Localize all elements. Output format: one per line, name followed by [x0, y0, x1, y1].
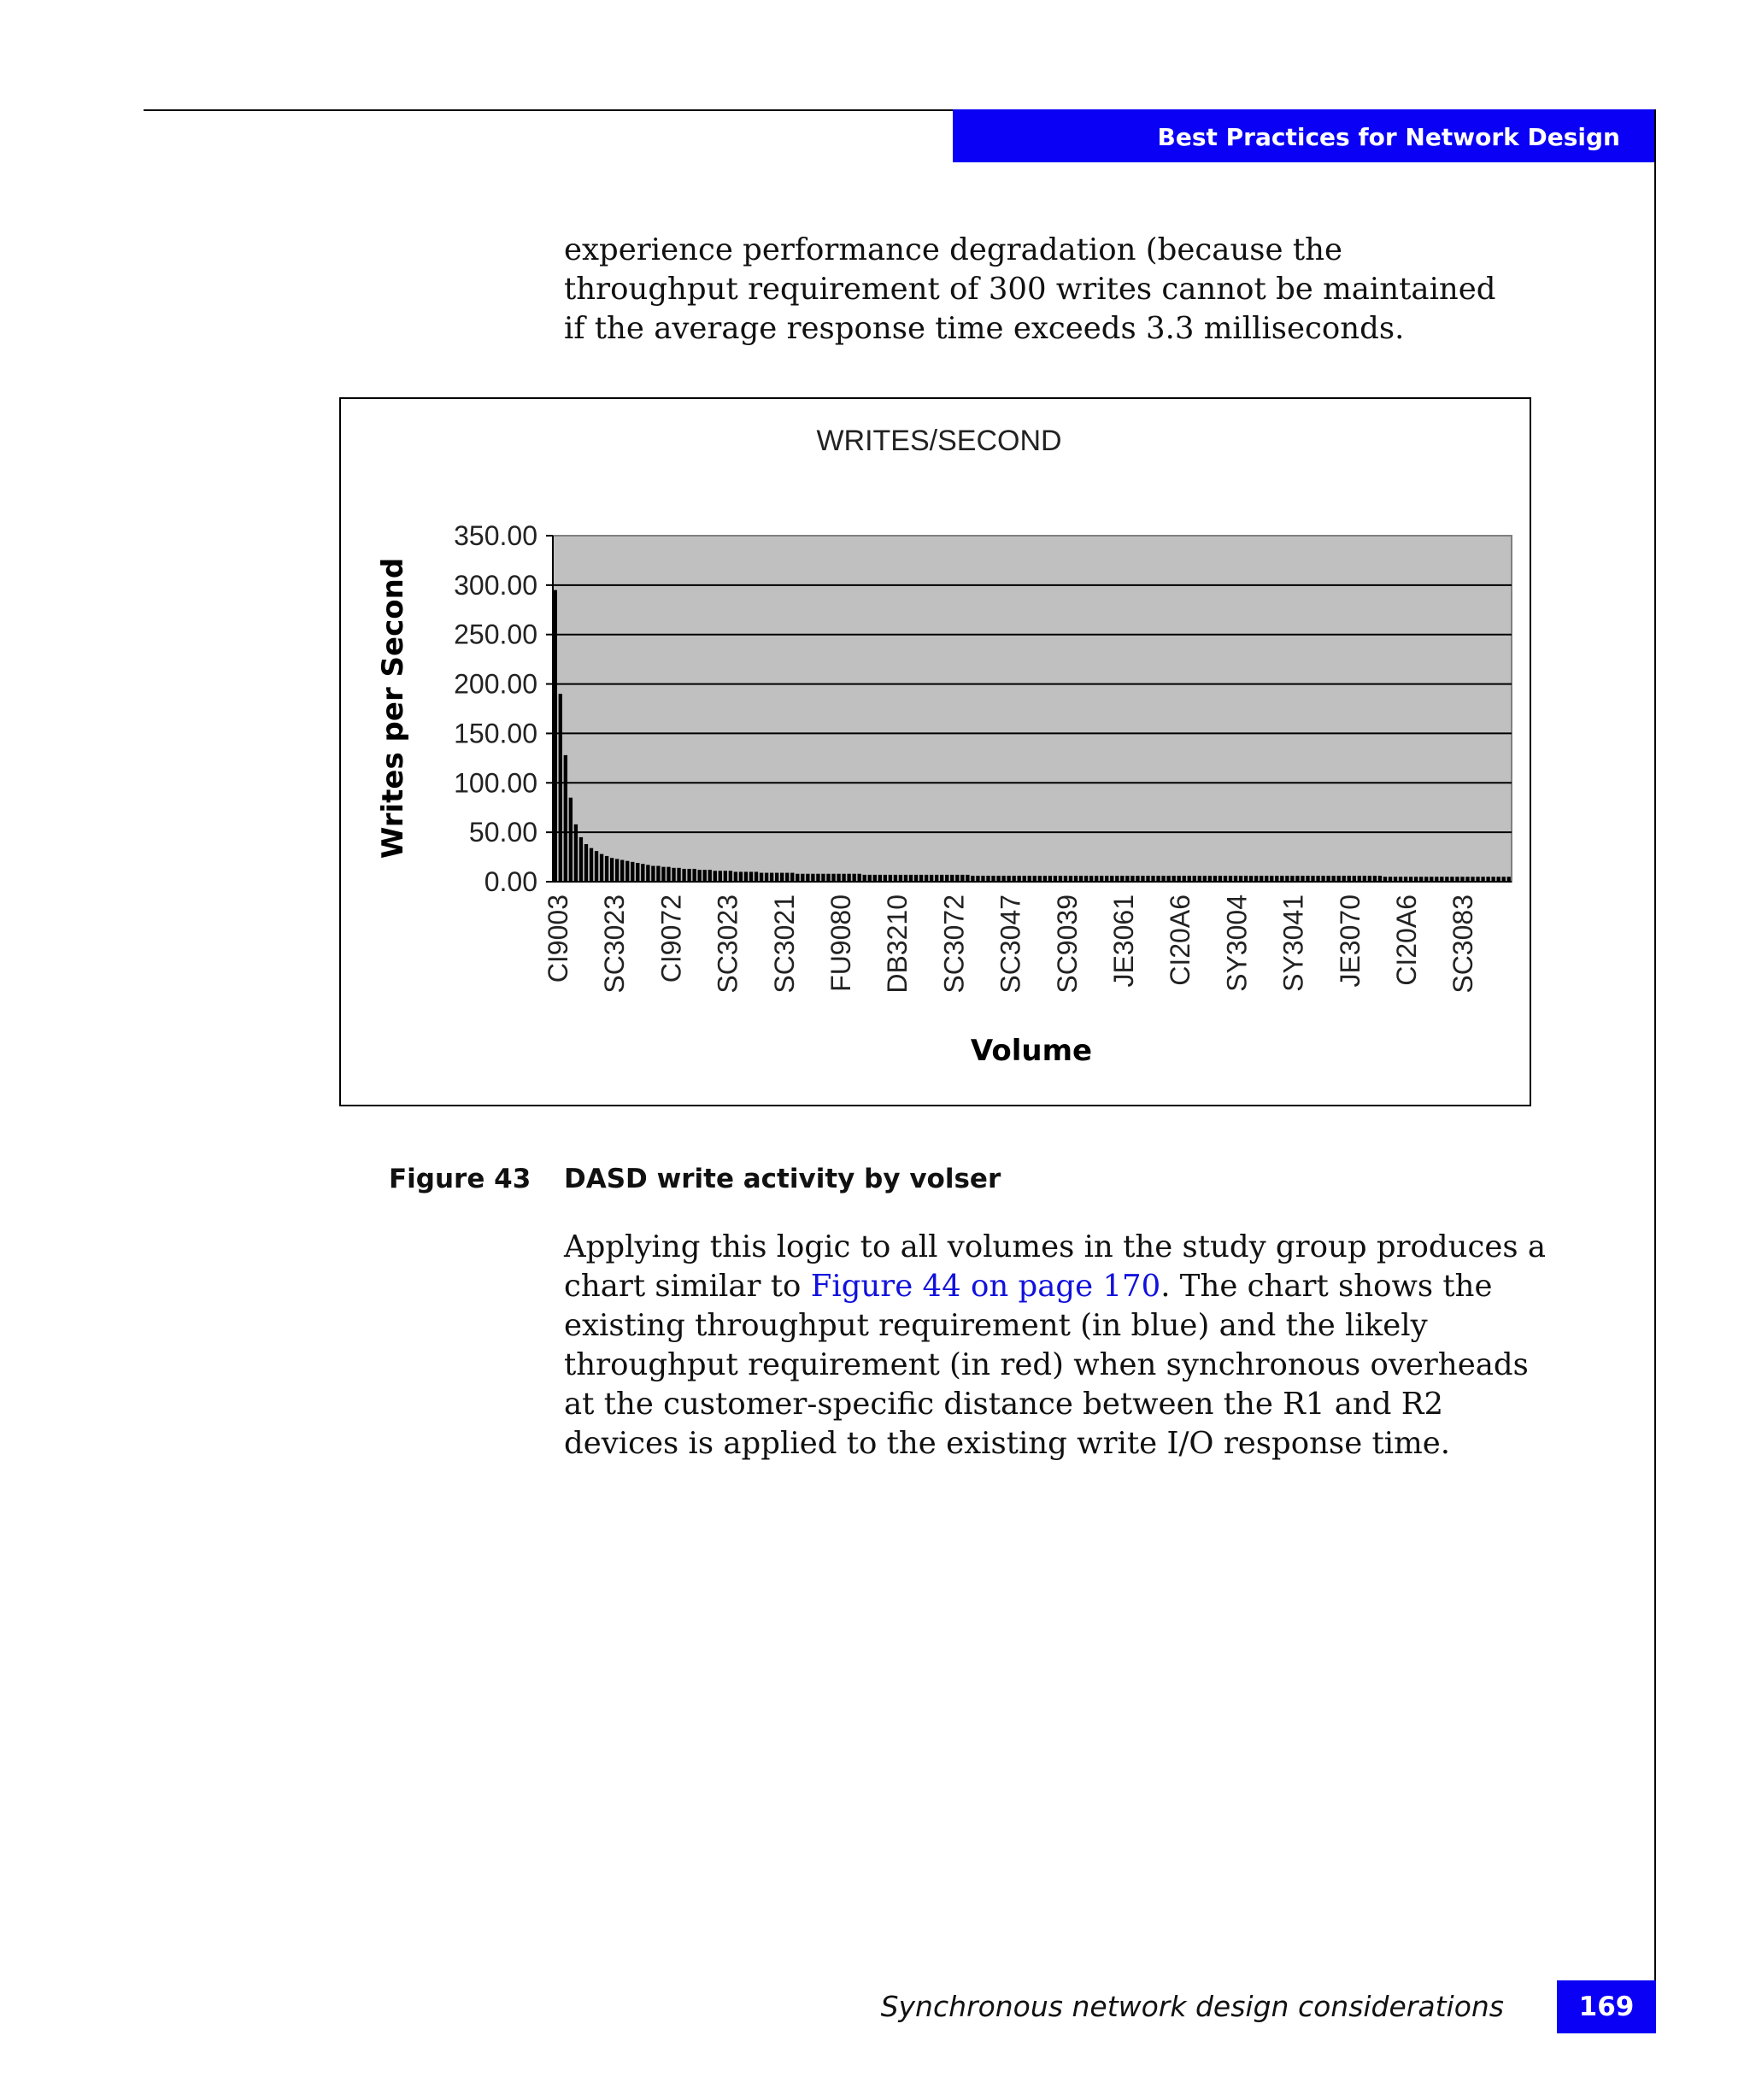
- bar: [1476, 877, 1479, 882]
- bar: [574, 824, 578, 882]
- bar: [554, 590, 557, 882]
- bar: [1419, 877, 1423, 882]
- bar: [692, 869, 696, 882]
- x-tick-label: SC3023: [712, 895, 743, 994]
- bar: [863, 875, 866, 882]
- bar: [935, 875, 938, 882]
- para2-text-after: . The chart shows the existing throughput requirement (in blue) and the likely throughput requirement (in red) when synchronous overheads at the customer-specific distance between the R1 and R2 devices is applied to the existing write I/O response time.: [564, 1269, 1529, 1461]
- bar: [996, 876, 1000, 882]
- bar: [1130, 876, 1134, 882]
- bar: [1183, 876, 1186, 882]
- bar: [755, 871, 758, 882]
- bar: [1177, 876, 1181, 882]
- y-tick-label: 0.00: [484, 866, 537, 897]
- bar: [1028, 876, 1031, 882]
- bar: [1316, 876, 1319, 882]
- bar: [1074, 876, 1078, 882]
- bar: [919, 875, 923, 882]
- x-tick-label: SC9039: [1051, 895, 1083, 994]
- bar: [729, 871, 732, 882]
- bar: [837, 874, 840, 882]
- bar: [899, 875, 902, 882]
- bar: [1455, 877, 1459, 882]
- bar: [858, 874, 861, 882]
- bar: [1229, 876, 1232, 882]
- bar: [1156, 876, 1160, 882]
- bar: [672, 868, 675, 882]
- bar: [765, 873, 768, 882]
- bar: [894, 875, 897, 882]
- bar: [579, 837, 583, 882]
- bar: [1023, 876, 1026, 882]
- bar: [966, 875, 969, 882]
- bar: [1254, 876, 1258, 882]
- bar: [1348, 876, 1351, 882]
- bar: [1502, 877, 1506, 882]
- bar: [615, 859, 619, 882]
- bar: [1301, 876, 1304, 882]
- bar: [1043, 876, 1047, 882]
- bar: [981, 876, 984, 882]
- x-tick-label: DB3210: [882, 895, 913, 994]
- section-header: Best Practices for Network Design: [953, 109, 1656, 162]
- x-tick-label: SY3041: [1277, 895, 1309, 992]
- bar: [1497, 877, 1500, 882]
- bar: [816, 874, 819, 882]
- y-tick-label: 50.00: [468, 817, 537, 848]
- bar: [708, 870, 712, 882]
- bar: [1249, 876, 1253, 882]
- bar: [790, 873, 794, 882]
- x-tick-label: CI20A6: [1391, 895, 1422, 986]
- bar: [1270, 876, 1273, 882]
- bar: [1095, 876, 1098, 882]
- bar: [1105, 876, 1108, 882]
- y-tick-label: 250.00: [454, 619, 537, 650]
- bar: [909, 875, 913, 882]
- bar: [610, 858, 614, 882]
- bar: [811, 874, 814, 882]
- bar: [1265, 876, 1268, 882]
- x-tick-label: FU9080: [825, 895, 856, 992]
- bar: [1001, 876, 1005, 882]
- bar: [1084, 876, 1088, 882]
- bar: [1110, 876, 1113, 882]
- bar: [1033, 876, 1036, 882]
- bar: [1146, 876, 1149, 882]
- bar: [1208, 876, 1212, 882]
- para2-text-before: Applying this logic to all volumes in the study group produces a chart similar to: [564, 1229, 1547, 1304]
- bar: [760, 873, 763, 882]
- bar: [1337, 876, 1341, 882]
- bar: [1445, 877, 1448, 882]
- bar: [1244, 876, 1248, 882]
- bar: [878, 875, 882, 882]
- bar: [625, 861, 629, 882]
- bar: [1368, 876, 1371, 882]
- bar: [801, 874, 804, 882]
- bar: [925, 875, 928, 882]
- bar: [986, 876, 990, 882]
- bar: [1048, 876, 1052, 882]
- bar: [770, 873, 773, 882]
- bar: [780, 873, 784, 882]
- bar: [847, 874, 850, 882]
- bar: [1471, 877, 1474, 882]
- bar: [775, 873, 778, 882]
- y-tick-label: 150.00: [454, 718, 537, 749]
- bar: [971, 876, 974, 882]
- bar: [976, 876, 979, 882]
- bar: [744, 871, 748, 882]
- bar: [1342, 876, 1346, 882]
- bar: [785, 873, 789, 882]
- bar: [703, 870, 707, 882]
- bar: [719, 871, 722, 882]
- bar: [651, 865, 655, 882]
- bar: [1435, 877, 1438, 882]
- bar: [584, 844, 588, 882]
- bar: [698, 870, 702, 882]
- bar: [1203, 876, 1207, 882]
- bar: [904, 875, 907, 882]
- bar: [1378, 876, 1382, 882]
- bar: [667, 867, 670, 882]
- bar: [1054, 876, 1057, 882]
- bar: [1290, 876, 1294, 882]
- x-tick-label: CI9003: [543, 895, 573, 983]
- y-tick-label: 100.00: [454, 767, 537, 799]
- bar: [620, 860, 624, 882]
- bar: [960, 875, 964, 882]
- bar: [564, 755, 567, 882]
- bar: [1280, 876, 1283, 882]
- bar: [940, 875, 943, 882]
- bar: [930, 875, 933, 882]
- x-tick-label: JE3070: [1334, 895, 1365, 988]
- x-tick-label: JE3061: [1108, 895, 1139, 988]
- bar: [1188, 876, 1191, 882]
- bar: [605, 856, 608, 882]
- bar: [1481, 877, 1484, 882]
- bar: [1358, 876, 1361, 882]
- bar: [1089, 876, 1093, 882]
- bar: [1064, 876, 1067, 882]
- bar: [559, 694, 562, 882]
- bar: [677, 868, 680, 882]
- bar: [889, 875, 892, 882]
- bar: [945, 875, 948, 882]
- bar: [1120, 876, 1124, 882]
- bar: [636, 863, 639, 882]
- bar: [590, 848, 593, 882]
- bar: [1306, 876, 1309, 882]
- bar: [1507, 877, 1511, 882]
- bar: [1275, 876, 1278, 882]
- bar: [1239, 876, 1242, 882]
- bar: [914, 875, 918, 882]
- bar: [1424, 877, 1428, 882]
- bar: [1430, 877, 1433, 882]
- bar: [1193, 876, 1196, 882]
- x-tick-label: SC3083: [1448, 895, 1479, 994]
- bar: [1012, 876, 1015, 882]
- bar: [1491, 877, 1495, 882]
- chart-title: WRITES/SECOND: [816, 425, 1062, 457]
- bar: [1394, 877, 1397, 882]
- bar: [806, 874, 809, 882]
- bar: [821, 874, 825, 882]
- figure-title: DASD write activity by volser: [564, 1164, 1001, 1194]
- bar: [842, 874, 845, 882]
- bar: [1383, 877, 1387, 882]
- bar: [1404, 877, 1407, 882]
- x-tick-label: SC3023: [599, 895, 631, 994]
- bar: [646, 865, 649, 882]
- bar: [661, 867, 665, 882]
- bar: [1172, 876, 1175, 882]
- y-tick-label: 200.00: [454, 668, 537, 700]
- page-number: 169: [1557, 1980, 1656, 2033]
- bar: [1295, 876, 1299, 882]
- bar: [714, 871, 717, 882]
- bar: [1414, 877, 1418, 882]
- bar: [724, 871, 727, 882]
- plot-area: [553, 536, 1512, 882]
- bar: [1440, 877, 1443, 882]
- bar: [826, 874, 830, 882]
- x-tick-label: SC3072: [938, 895, 970, 994]
- bar: [1059, 876, 1062, 882]
- bar: [656, 865, 660, 882]
- bar: [1399, 877, 1402, 882]
- bar: [796, 874, 799, 882]
- bar: [1166, 876, 1170, 882]
- bar: [1326, 876, 1330, 882]
- x-tick-label: SC3047: [995, 895, 1026, 994]
- body-paragraph-2: [564, 1228, 1564, 1464]
- bar: [1125, 876, 1129, 882]
- bar: [884, 875, 887, 882]
- y-axis-label: Writes per Second: [376, 557, 410, 859]
- bar: [955, 875, 959, 882]
- bar: [739, 871, 743, 882]
- bar: [1115, 876, 1119, 882]
- bar: [1409, 877, 1412, 882]
- bar: [1100, 876, 1103, 882]
- bar: [1311, 876, 1314, 882]
- bar: [1038, 876, 1042, 882]
- bar: [1486, 877, 1489, 882]
- bar: [1465, 877, 1469, 882]
- bar: [1224, 876, 1227, 882]
- bar: [1141, 876, 1144, 882]
- x-tick-label: CI9072: [655, 895, 687, 983]
- bar: [1136, 876, 1139, 882]
- writes-per-second-chart: [341, 399, 1530, 1105]
- bar: [749, 871, 753, 882]
- bar: [569, 798, 573, 882]
- x-axis-label: Volume: [970, 1034, 1093, 1068]
- bar: [1331, 876, 1335, 882]
- bar: [950, 875, 954, 882]
- chart-frame: [339, 397, 1531, 1106]
- x-tick-label: SY3004: [1221, 895, 1253, 992]
- y-tick-label: 300.00: [454, 569, 537, 601]
- bar: [1285, 876, 1289, 882]
- bar: [1079, 876, 1083, 882]
- y-tick-label: 350.00: [454, 520, 537, 551]
- bar: [1450, 877, 1453, 882]
- bar: [1321, 876, 1324, 882]
- bar: [1213, 876, 1217, 882]
- bar: [734, 871, 737, 882]
- bar: [1460, 877, 1464, 882]
- bar: [1373, 876, 1377, 882]
- bar: [1234, 876, 1237, 882]
- figure-label: Figure 43: [389, 1164, 531, 1194]
- bar: [1018, 876, 1021, 882]
- body-paragraph-1: experience performance degradation (because the throughput requirement of 300 writes cannot be maintained if the average response time exceeds 3.3 milliseconds.: [564, 232, 1496, 346]
- bar: [595, 851, 598, 882]
- bar: [1260, 876, 1263, 882]
- bar: [600, 854, 603, 882]
- bar: [852, 874, 855, 882]
- x-tick-label: SC3021: [768, 895, 800, 994]
- bar: [682, 869, 685, 882]
- bar: [1363, 876, 1366, 882]
- footer-chapter-title: Synchronous network design considerations: [880, 1990, 1504, 2023]
- bar: [1007, 876, 1010, 882]
- bar: [641, 864, 644, 882]
- bar: [1198, 876, 1201, 882]
- bar: [1389, 877, 1392, 882]
- figure-44-link[interactable]: Figure 44 on page 170: [810, 1269, 1161, 1304]
- bar: [1353, 876, 1356, 882]
- page-side-rule: [1654, 109, 1656, 2033]
- bar: [1219, 876, 1222, 882]
- bar: [1161, 876, 1165, 882]
- x-tick-label: CI20A6: [1165, 895, 1196, 986]
- bar: [831, 874, 835, 882]
- bar: [868, 875, 872, 882]
- bar: [1151, 876, 1154, 882]
- bar: [687, 869, 690, 882]
- bar: [991, 876, 995, 882]
- bar: [873, 875, 877, 882]
- bar: [631, 862, 634, 882]
- bar: [1069, 876, 1072, 882]
